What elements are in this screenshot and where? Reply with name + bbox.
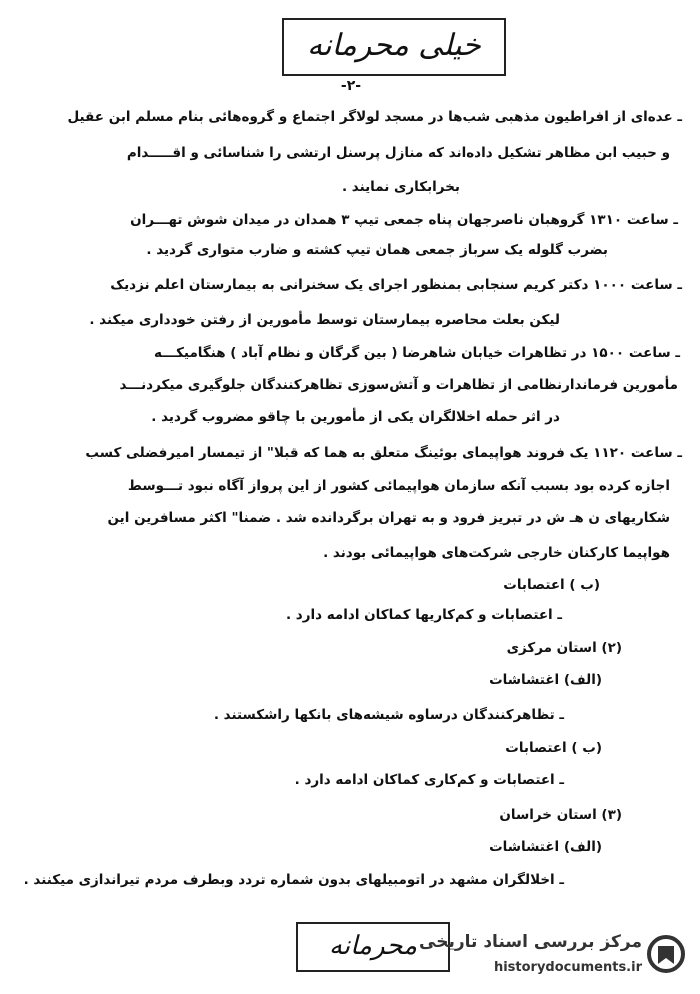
body-line: ـ اخلالگران مشهد در اتومبیلهای بدون شماره تردد وبطرف مردم تیراندازی میکنند . (23, 872, 564, 888)
watermark-title: مرکز بررسی اسناد تاریخی (419, 932, 642, 952)
body-line: بضرب گلوله یک سرباز جمعی همان تیپ کشته و ضارب متواری گردید . (146, 242, 608, 258)
body-line: ـ ساعت ۱۳۱۰ گروهبان ناصرجهان پناه جمعی تیپ ۳ همدان در میدان شوش تهـــران (130, 212, 678, 228)
body-line: شکاریهای ن هـ ش در تبریز فرود و به تهران برگردانده شد . ضمنا" اکثر مسافرین این (107, 510, 670, 526)
body-line: ـ ساعت ۱۰۰۰ دکتر کریم سنجابی بمنظور اجرای یک سخنرانی به بیمارستان اعلم نزدیک (110, 277, 682, 293)
section-heading: (۲) استان مرکزی (506, 640, 622, 656)
page-number: -۲- (340, 78, 362, 94)
section-heading: (الف) اغتشاشات (489, 839, 602, 855)
body-line: مأمورین فرماندارنظامی از تظاهرات و آتش‌سوزی تظاهرکنندگان جلوگیری میکردنـــد (119, 377, 678, 393)
body-line: ـ ساعت ۱۵۰۰ در تظاهرات خیابان شاهرضا ( بین گرگان و نظام آباد ) هنگامیکـــه (154, 345, 680, 361)
body-line: بخرابکاری نمایند . (341, 179, 460, 195)
section-heading: (ب ) اعتصابات (505, 740, 602, 756)
section-heading: (ب ) اعتصابات (503, 577, 600, 593)
section-heading: (۳) استان خراسان (499, 807, 622, 823)
watermark-url: historydocuments.ir (493, 960, 642, 975)
classification-stamp-bottom: محرمانه (296, 922, 450, 972)
body-line: ـ ساعت ۱۱۲۰ یک فروند هواپیمای بوئینگ متعلق به هما که قبلا" از تیمسار امیرفضلی کسب (85, 445, 682, 461)
body-line: و حبیب ابن مظاهر تشکیل داده‌اند که منازل پرسنل ارتشی را شناسائی و اقـــــدام (126, 145, 670, 161)
body-line: ـ اعتصابات و کم‌کاری کماکان ادامه دارد . (294, 772, 564, 788)
classification-stamp-top: خیلی محرمانه (282, 18, 506, 76)
body-line: ـ عده‌ای از افراطیون مذهبی شب‌ها در مسجد لولاگر اجتماع و گروه‌هائی بنام مسلم ابن عقیل (67, 109, 682, 125)
section-heading: (الف) اغتشاشات (489, 672, 602, 688)
body-line: هواپیما کارکنان خارجی شرکت‌های هواپیمائی بودند . (323, 545, 670, 561)
archive-watermark (419, 926, 690, 984)
body-line: ـ اعتصابات و کم‌کاریها کماکان ادامه دارد . (285, 607, 562, 623)
body-line: اجازه کرده بود بسبب آنکه سازمان هواپیمائی کشور از این پرواز آگاه نبود تـــوسط (127, 478, 670, 494)
body-line: در اثر حمله اخلالگران یکی از مأمورین با چاقو مضروب گردید . (151, 409, 560, 425)
body-line: ـ تظاهرکنندگان درساوه شیشه‌های بانکها راشکستند . (213, 707, 564, 723)
body-line: لیکن بعلت محاصره بیمارستان توسط مأمورین از رفتن خودداری میکند . (89, 312, 560, 328)
archive-logo-icon (646, 932, 686, 976)
